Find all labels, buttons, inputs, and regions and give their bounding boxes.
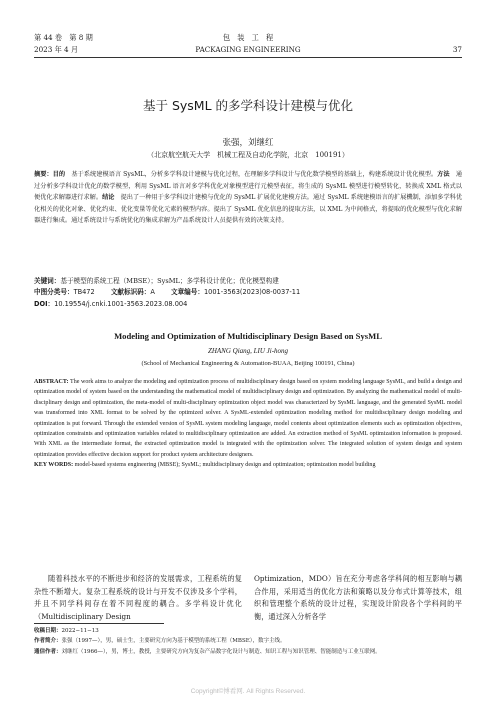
method-text: 通过分析多学科设计优化的数学模型，利用 SysML 语言对多学科优化对象模型进行元模型表征，将生成的 SysML 模型进行模型转化，转换成 XML 格式以便优化求解器进行求解。 bbox=[34, 171, 463, 202]
purpose-text: 基于系统建模语言 SysML，分析多学科设计建模与优化过程，在理解多学科设计与优化数学模型的基础上，构建系统设计优化模型。 bbox=[71, 171, 438, 178]
article-no-label: 文章编号： bbox=[171, 288, 204, 296]
journal-name-cn: 包 装 工 程 bbox=[222, 33, 274, 42]
author-bio: 张强（1997—），男，硕士生，主要研究方向为基于模型的系统工程（MBSE），数字主线。 bbox=[61, 638, 286, 645]
received-label: 收稿日期： bbox=[34, 628, 62, 634]
article-title-en: Modeling and Optimization of Multidisciplinary Design Based on SysML bbox=[114, 331, 382, 341]
body-column-right: Optimization，MDO）旨在充分考虑各学科间的相互影响与耦合作用，采用适当的优化方法和策略以及分布式计算等技术，组织和管理整个系统的设计过程，实现设计阶段各个学科间的平衡，通过深入分析各学 bbox=[254, 574, 462, 621]
authors-cn: 张强，刘继红 bbox=[222, 138, 274, 148]
conclusion-label: 结论 bbox=[102, 194, 115, 202]
affiliation-cn: （北京航空航天大学 机械工程及自动化学院，北京 100191） bbox=[147, 151, 349, 159]
abstract-label-cn: 摘要： bbox=[34, 171, 53, 178]
doc-code-label: 文献标识码： bbox=[110, 288, 151, 296]
authors-en: ZHANG Qiang, LIU Ji-hong bbox=[207, 347, 289, 355]
doc-code-entry bbox=[111, 288, 155, 296]
doi-link[interactable]: 10.19554/j.cnki.1001-3563.2023.08.004 bbox=[54, 300, 188, 308]
purpose-label: 目的 bbox=[52, 171, 66, 178]
clc-value: TB472 bbox=[73, 288, 95, 296]
keywords-label-en: KEY WORDS: bbox=[34, 462, 74, 469]
footnote-author bbox=[34, 636, 462, 646]
keywords-text-en: model-based systems engineering (MBSE); SysML; multidisciplinary design and optimization; optimization model building bbox=[74, 462, 376, 469]
affiliation-en: (School of Mechanical Engineering & Automation-BUAA, Beijing 100191, China) bbox=[141, 360, 355, 367]
method-label: 方法 bbox=[437, 171, 450, 178]
received-date: 2022−11−13 bbox=[61, 628, 99, 634]
conclusion-text: 提出了一种用于多学科设计建模与优化的 SysML 扩展优化建模方法。通过 SysML 系统建模语言的扩展機制，添加多学科优化相关的优化对象、优化约束、优化变量等优化元素的模型内容。提出了 SysML 优化信息的提取方法，以 XML 为中间格式，将提取的优化模型与优化求解器进行集成。通过系统设计与系统优化的集成求解为产品系统设计人员提供有效的决策支持。 bbox=[34, 194, 463, 225]
footnotes bbox=[34, 626, 462, 657]
classification-line bbox=[34, 286, 462, 296]
corresponding-bio: 刘继红（1966—），男，博士，教授，主要研究方向为复杂产品数字化设计与制造、知识工程与知识管理、智能制造与工业互联网。 bbox=[61, 648, 381, 655]
abstract-text-en: The work aims to analyze the modeling and optimization process of multidisciplinary design based on system modeling language SysML, and build a design and optimization model of system based on the understanding the mathematical model of multidisciplinary design and optimization. By analyzing the mathematical model of multi-disciplinary design and optimization, the meta-model of multi-disciplinary optimization object model was characterized by SysML language, and the generated SysML model was transformed into XML format to be solved by the optimized solver. A SysML-extended optimization modeling method for multidisciplinary design modeling and optimization is put forward. Through the extended version of SysML system modeling language, model contents about optimization elements such as optimization objectives, optimization constraints and optimization variables related to multidisciplinary optimization are added. An extraction method of SysML optimization information is proposed. With XML as the intermediate format, the extracted optimization model is integrated with the optimization solver. The integrated solution of system design and system optimization provides effective decision support for product system architecture designers. bbox=[34, 379, 462, 458]
publication-date: 2023 年 4 月 bbox=[34, 45, 79, 54]
footnote-corresponding bbox=[34, 647, 462, 657]
abstract-en bbox=[34, 377, 462, 471]
clc-entry bbox=[34, 288, 95, 296]
page-number: 37 bbox=[452, 45, 462, 54]
clc-label: 中图分类号： bbox=[34, 288, 74, 296]
keywords-text-cn: 基于模型的系统工程（MBSE）；SysML；多学科设计优化；优化模型构建 bbox=[60, 277, 279, 285]
copyright-watermark: Copyright©博看网. All Rights Reserved. bbox=[190, 688, 306, 695]
keywords-label-cn: 关键词： bbox=[34, 277, 61, 285]
footnote-received bbox=[34, 626, 462, 636]
abstract-label-en: ABSTRACT: bbox=[34, 379, 69, 385]
doi-label: DOI： bbox=[34, 300, 55, 308]
body-column-left: 随着科技水平的不断进步和经济的发展需求，工程系统的复杂性不断增大。复杂工程系统的设计与开发不仅涉及多个学科，并且不同学科间存在着不同程度的耦合。多学科设计优化（Multidisciplinary Design bbox=[34, 574, 242, 621]
doi-line bbox=[34, 298, 462, 308]
article-title-cn: 基于 SysML 的多学科设计建模与优化 bbox=[142, 98, 354, 113]
journal-name-en: PACKAGING ENGINEERING bbox=[195, 45, 301, 54]
article-no-entry bbox=[171, 288, 300, 296]
keywords-cn bbox=[34, 275, 462, 285]
doc-code-value: A bbox=[150, 288, 155, 296]
issue-info: 第 44 卷 第 8 期 bbox=[34, 33, 93, 42]
author-bio-label: 作者简介： bbox=[34, 638, 62, 645]
footnote-divider bbox=[34, 623, 164, 624]
header-divider bbox=[34, 57, 462, 58]
abstract-cn bbox=[34, 169, 462, 227]
article-no-value: 1001-3563(2023)08-0037-11 bbox=[203, 288, 301, 296]
corresponding-label: 通信作者： bbox=[34, 648, 62, 655]
